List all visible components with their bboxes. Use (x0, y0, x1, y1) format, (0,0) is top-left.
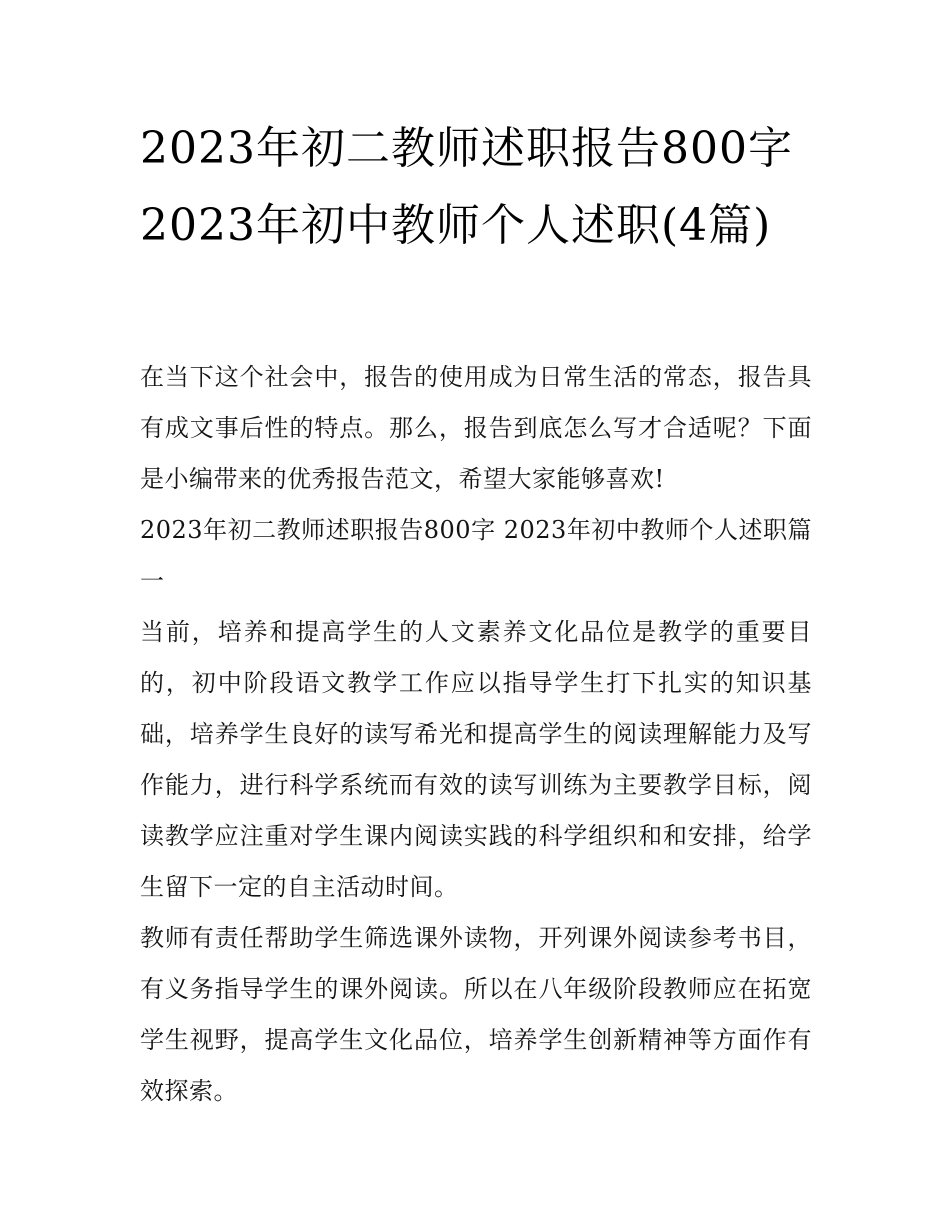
section-heading: 2023年初二教师述职报告800字 2023年初中教师个人述职篇一 (140, 516, 812, 595)
body-paragraph: 当前，培养和提高学生的人文素养文化品位是教学的重要目的，初中阶段语文教学工作应以指导学生打下扎实的知识基础，培养学生良好的读写希光和提高学生的阅读理解能力及写作能力，进行科学系统而有效的读写训练为主要教学目标，阅读教学应注重对学生课内阅读实践的科学组织和和安排，给学生留下一定的自主活动时间。 (140, 618, 812, 901)
body-paragraph: 教师有责任帮助学生筛选课外读物，开列课外阅读参考书目，有义务指导学生的课外阅读。所以在八年级阶段教师应在拓宽学生视野，提高学生文化品位，培养学生创新精神等方面作有效探索。 (140, 924, 812, 1105)
document-title: 2023年初二教师述职报告800字 2023年初中教师个人述职(4篇) (140, 123, 793, 251)
intro-paragraph: 在当下这个社会中，报告的使用成为日常生活的常态，报告具有成文事后性的特点。那么，报告到底怎么写才合适呢？下面是小编带来的优秀报告范文，希望大家能够喜欢! (140, 363, 812, 493)
